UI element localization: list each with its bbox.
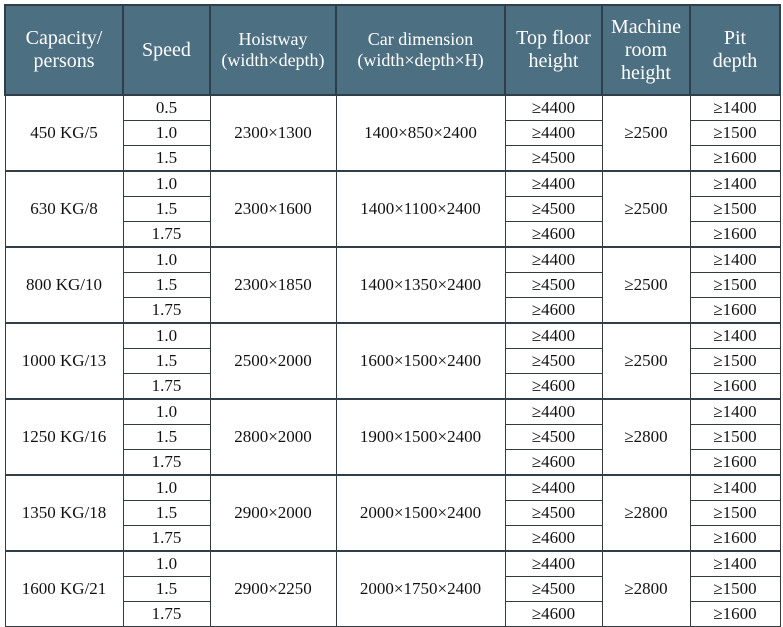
speed-cell: 1.0 xyxy=(123,475,210,501)
pit-depth-cell: ≥1500 xyxy=(690,121,780,146)
top-floor-cell: ≥4500 xyxy=(505,273,602,298)
top-floor-cell: ≥4600 xyxy=(505,222,602,248)
top-floor-cell: ≥4600 xyxy=(505,450,602,476)
top-floor-cell: ≥4500 xyxy=(505,146,602,172)
header-row xyxy=(5,5,780,95)
pit-depth-cell: ≥1600 xyxy=(690,450,780,476)
speed-cell: 1.0 xyxy=(123,171,210,197)
speed-cell: 1.0 xyxy=(123,323,210,349)
top-floor-cell: ≥4400 xyxy=(505,551,602,577)
capacity-cell: 1600 KG/21 xyxy=(5,551,123,627)
machine-room-cell: ≥2800 xyxy=(602,399,690,475)
speed-cell: 1.75 xyxy=(123,602,210,627)
table-row xyxy=(5,171,780,197)
machine-room-cell: ≥2500 xyxy=(602,171,690,247)
pit-depth-cell: ≥1500 xyxy=(690,425,780,450)
pit-depth-cell: ≥1600 xyxy=(690,602,780,627)
pit-depth-cell: ≥1600 xyxy=(690,146,780,172)
speed-cell: 1.5 xyxy=(123,197,210,222)
machine-room-cell: ≥2500 xyxy=(602,95,690,171)
machine-room-cell: ≥2500 xyxy=(602,323,690,399)
hoistway-cell: 2300×1600 xyxy=(210,171,336,247)
top-floor-cell: ≥4400 xyxy=(505,323,602,349)
speed-cell: 1.75 xyxy=(123,222,210,248)
top-floor-cell: ≥4400 xyxy=(505,95,602,121)
speed-cell: 0.5 xyxy=(123,95,210,121)
speed-cell: 1.75 xyxy=(123,374,210,400)
pit-depth-cell: ≥1500 xyxy=(690,273,780,298)
top-floor-cell: ≥4500 xyxy=(505,349,602,374)
speed-cell: 1.5 xyxy=(123,146,210,172)
top-floor-cell: ≥4600 xyxy=(505,602,602,627)
top-floor-cell: ≥4400 xyxy=(505,171,602,197)
elevator-spec-table xyxy=(4,4,781,627)
pit-depth-cell: ≥1600 xyxy=(690,298,780,324)
top-floor-cell: ≥4400 xyxy=(505,121,602,146)
table-row xyxy=(5,247,780,273)
car-dimension-cell: 1400×1350×2400 xyxy=(336,247,505,323)
header-hoistway: Hoistway (width×depth) xyxy=(210,5,336,95)
car-dimension-cell: 2000×1500×2400 xyxy=(336,475,505,551)
table-row xyxy=(5,475,780,501)
speed-cell: 1.5 xyxy=(123,577,210,602)
capacity-cell: 1350 KG/18 xyxy=(5,475,123,551)
top-floor-cell: ≥4500 xyxy=(505,577,602,602)
car-dimension-cell: 1900×1500×2400 xyxy=(336,399,505,475)
pit-depth-cell: ≥1500 xyxy=(690,577,780,602)
top-floor-cell: ≥4500 xyxy=(505,501,602,526)
speed-cell: 1.0 xyxy=(123,399,210,425)
hoistway-cell: 2900×2000 xyxy=(210,475,336,551)
pit-depth-cell: ≥1400 xyxy=(690,247,780,273)
pit-depth-cell: ≥1600 xyxy=(690,222,780,248)
pit-depth-cell: ≥1400 xyxy=(690,475,780,501)
capacity-cell: 1250 KG/16 xyxy=(5,399,123,475)
header-pit-depth: Pit depth xyxy=(690,5,780,95)
capacity-cell: 1000 KG/13 xyxy=(5,323,123,399)
header-speed: Speed xyxy=(123,5,210,95)
top-floor-cell: ≥4400 xyxy=(505,247,602,273)
top-floor-cell: ≥4600 xyxy=(505,526,602,552)
car-dimension-cell: 1400×1100×2400 xyxy=(336,171,505,247)
top-floor-cell: ≥4600 xyxy=(505,298,602,324)
hoistway-cell: 2300×1300 xyxy=(210,95,336,171)
car-dimension-cell: 1400×850×2400 xyxy=(336,95,505,171)
car-dimension-cell: 2000×1750×2400 xyxy=(336,551,505,627)
top-floor-cell: ≥4600 xyxy=(505,374,602,400)
pit-depth-cell: ≥1600 xyxy=(690,374,780,400)
top-floor-cell: ≥4400 xyxy=(505,475,602,501)
table-row xyxy=(5,95,780,121)
speed-cell: 1.0 xyxy=(123,247,210,273)
pit-depth-cell: ≥1400 xyxy=(690,95,780,121)
machine-room-cell: ≥2500 xyxy=(602,247,690,323)
speed-cell: 1.0 xyxy=(123,551,210,577)
speed-cell: 1.5 xyxy=(123,349,210,374)
hoistway-cell: 2800×2000 xyxy=(210,399,336,475)
table-row xyxy=(5,399,780,425)
top-floor-cell: ≥4400 xyxy=(505,399,602,425)
pit-depth-cell: ≥1400 xyxy=(690,551,780,577)
speed-cell: 1.75 xyxy=(123,450,210,476)
capacity-cell: 630 KG/8 xyxy=(5,171,123,247)
pit-depth-cell: ≥1500 xyxy=(690,197,780,222)
top-floor-cell: ≥4500 xyxy=(505,197,602,222)
header-car-dimension: Car dimension (width×depth×H) xyxy=(336,5,505,95)
machine-room-cell: ≥2800 xyxy=(602,551,690,627)
capacity-cell: 800 KG/10 xyxy=(5,247,123,323)
header-top-floor-height: Top floor height xyxy=(505,5,602,95)
speed-cell: 1.0 xyxy=(123,121,210,146)
table-row xyxy=(5,551,780,577)
hoistway-cell: 2900×2250 xyxy=(210,551,336,627)
pit-depth-cell: ≥1400 xyxy=(690,399,780,425)
speed-cell: 1.75 xyxy=(123,526,210,552)
hoistway-cell: 2500×2000 xyxy=(210,323,336,399)
pit-depth-cell: ≥1500 xyxy=(690,501,780,526)
hoistway-cell: 2300×1850 xyxy=(210,247,336,323)
table-body xyxy=(5,95,780,627)
pit-depth-cell: ≥1600 xyxy=(690,526,780,552)
speed-cell: 1.5 xyxy=(123,425,210,450)
header-machine-room-height: Machine room height xyxy=(602,5,690,95)
pit-depth-cell: ≥1500 xyxy=(690,349,780,374)
speed-cell: 1.5 xyxy=(123,273,210,298)
table-row xyxy=(5,323,780,349)
capacity-cell: 450 KG/5 xyxy=(5,95,123,171)
pit-depth-cell: ≥1400 xyxy=(690,171,780,197)
car-dimension-cell: 1600×1500×2400 xyxy=(336,323,505,399)
top-floor-cell: ≥4500 xyxy=(505,425,602,450)
machine-room-cell: ≥2800 xyxy=(602,475,690,551)
speed-cell: 1.5 xyxy=(123,501,210,526)
speed-cell: 1.75 xyxy=(123,298,210,324)
header-capacity: Capacity/ persons xyxy=(5,5,123,95)
pit-depth-cell: ≥1400 xyxy=(690,323,780,349)
